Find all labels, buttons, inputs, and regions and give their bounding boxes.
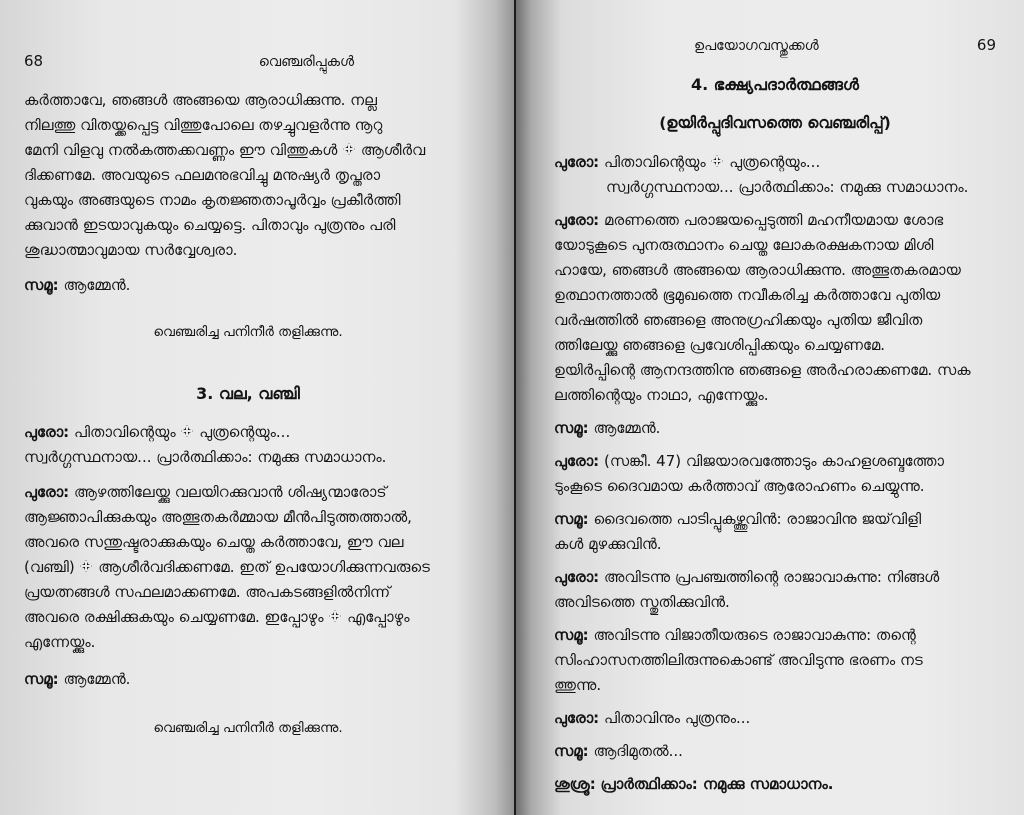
response-amen [24,273,472,298]
response-text: പിതാവിനും പുത്രനും... [603,709,751,727]
text-span: മേനി വിളവു നൽകത്തക്കവണ്ണം ഈ വിത്തുകൾ [24,141,338,159]
prayer-puro-doxology [554,706,996,731]
text-line [554,208,996,233]
text-span: ആശീർവദിക്കണമേ. ഇത് ഉപയോഗിക്കുന്നവരുടെ [98,558,430,576]
text-line: ശുദ്ധാത്മാവുമായ സർവ്വേശ്വരാ. [24,241,238,259]
text-line: ത്തിലേയ്ക്കു ഞങ്ങളെ പ്രവേശിപ്പിക്കയും ചെയ്യണമേ. [554,336,886,354]
text-line: കർത്താവേ, ഞങ്ങൾ അങ്ങയെ ആരാധിക്കുന്നു. നല്ല [24,91,377,109]
text-line [554,623,996,648]
text-span: അവിടന്നു വിജാതീയരുടെ രാജാവാകുന്നു: തന്റെ [593,626,916,644]
section-title: 3. വല, വഞ്ചി [196,384,300,403]
intro-paragraph [24,88,472,263]
text-span: (സങ്കീ. 47) വിജയാരവത്തോടും കാഹളശബ്ദത്തോ [603,452,945,470]
speaker-label: സമൂ: [554,419,589,437]
text-line [24,480,472,505]
prayer-puro-blessing [24,480,472,655]
text-span: പിതാവിന്റെയും [603,153,706,171]
cross-icon [342,142,356,156]
text-line: ഉത്ഥാനത്താൽ ഭൂമുഖത്തെ നവീകരിച്ച കർത്താവേ പുതിയ [554,286,941,304]
section-subtitle: (ഉയിർപ്പുദിവസത്തെ വെഞ്ചരിപ്പ്) [659,114,891,132]
running-head: വെഞ്ചരിപ്പുകൾ [258,54,354,70]
cross-icon [180,424,194,438]
text-line [24,605,472,630]
text-line: സ്വർഗ്ഗസ്ഥനായ... പ്രാർത്ഥിക്കാം: നമുക്കു സമാധാനം. [24,448,387,466]
text-line: കൾ മുഴക്കുവിൻ. [554,535,662,553]
text-line: വുകയും അങ്ങയുടെ നാമം കൃതജ്ഞതാപൂർവ്വം പ്രകീർത്തി [24,191,401,209]
cross-icon [79,559,93,573]
text-span: പിതാവിന്റെയും [73,423,176,441]
text-line: ഉയിർപ്പിന്റെ ആനന്ദത്തിനു ഞങ്ങളെ അർഹരാക്കണമേ. സക [554,361,971,379]
text-span: മരണത്തെ പരാജയപ്പെടുത്തി മഹനീയമായ ശോഭ [603,211,944,229]
prayer-puro-psalm [554,449,996,499]
speaker-label: പുരോ: [554,568,600,586]
prayer-puro-intro [554,150,996,200]
response-text: ആമ്മേൻ. [593,419,661,437]
speaker-label: പുരോ: [554,211,600,229]
text-line: ആജ്ഞാപിക്കുകയും അത്ഭുതകർമ്മായ മീൻപിടുത്തത്താൽ, [24,508,412,526]
text-line [554,449,996,474]
speaker-label: സമൂ: [554,742,589,760]
speaker-label: ശുശ്രൂ: [554,775,596,793]
text-line: എന്നേയ്ക്കും. [24,633,96,651]
text-line: ക്കുവാൻ ഇടയാവുകയും ചെയ്യട്ടെ. പിതാവും പുത്രനും പരി [24,216,396,234]
rubric: വെഞ്ചരിച്ച പനിനീർ തളിക്കുന്നു. [153,324,343,340]
text-span: പുത്രന്റെയും... [199,423,291,441]
speaker-label: സമൂ: [24,276,59,294]
text-span: ആശീർവ [360,141,426,159]
text-line: സിംഹാസനത്തിലിരുന്നുകൊണ്ട് അവിടുന്നു ഭരണം നട [554,651,923,669]
rubric: വെഞ്ചരിച്ച പനിനീർ തളിക്കുന്നു. [153,720,343,736]
section-title: 4. ഭക്ഷ്യപദാർത്ഥങ്ങൾ [691,75,859,94]
prayer-puro-king [554,565,996,615]
page-number: 69 [976,36,996,54]
text-line [554,150,996,175]
speaker-label: സമൂ: [554,626,589,644]
left-page-header [24,52,472,70]
response-text: ആദിമുതൽ... [593,742,683,760]
cross-icon [328,609,342,623]
text-line: ദിക്കണമേ. അവയുടെ ഫലമനുഭവിച്ചു മനുഷ്യർ തൃപ്തരാ [24,166,381,184]
speaker-label: സമൂ: [554,510,589,528]
text-span: അവിടന്നു പ്രപഞ്ചത്തിന്റെ രാജാവാകുന്നു: നിങ്ങൾ [603,568,940,586]
text-line: അവിടത്തെ സ്തുതിക്കുവിൻ. [554,593,730,611]
running-head: ഉപയോഗവസ്തുക്കൾ [694,38,819,54]
speaker-label: പുരോ: [554,452,600,470]
page-number: 68 [24,52,44,70]
text-span: ദൈവത്തെ പാടിപ്പുകഴ്ത്തുവിൻ: രാജാവിനു ജയ്‌വിളി [593,510,922,528]
text-line [24,138,472,163]
text-line: ഹായേ, ഞങ്ങൾ അങ്ങയെ ആരാധിക്കുന്നു. അത്ഭുതകരമായ [554,261,961,279]
speaker-label: പുരോ: [554,153,600,171]
text-line: യോടുകൂടെ പുനരുത്ഥാനം ചെയ്ത ലോകരക്ഷകനായ മിശി [554,236,934,254]
prayer-puro-resurrection [554,208,996,408]
response-samu [554,739,996,764]
text-span: പുത്രന്റെയും... [729,153,821,171]
text-span: എപ്പോഴും [347,608,410,626]
text-line: അവരെ സന്തുഷ്ടരാക്കുകയും ചെയ്ത കർത്താവേ, ഈ വല [24,533,404,551]
text-line: സ്വർഗ്ഗസ്ഥനായ... പ്രാർത്ഥിക്കാം: നമുക്കു സമാധാനം. [606,178,969,196]
text-line: ത്തുന്നു. [554,676,602,694]
response-text: പ്രാർത്ഥിക്കാം: നമുക്കു സമാധാനം. [600,775,834,793]
response-samu [554,507,996,557]
text-line: ടുംകൂടെ ദൈവമായ കർത്താവ് ആരോഹണം ചെയ്യുന്നു. [554,477,925,495]
deacon-line [554,772,996,797]
cross-icon [710,154,724,168]
right-page-header [554,36,996,54]
text-span: അവരെ രക്ഷിക്കുകയും ചെയ്യണമേ. ഇപ്പോഴും [24,608,324,626]
speaker-label: പുരോ: [24,423,70,441]
text-line [554,565,996,590]
right-page [516,0,1024,815]
text-line: പ്രയത്നങ്ങൾ സഫലമാക്കണമേ. അപകടങ്ങളിൽനിന്ന് [24,583,391,601]
text-line [24,555,472,580]
text-line: നിലത്തു വിതയ്ക്കപ്പെട്ട വിത്തുപോലെ തഴച്ചുവളർന്നു നൂറു [24,116,383,134]
text-line [554,507,996,532]
response-amen [554,416,996,441]
speaker-label: സമൂ: [24,670,59,688]
text-line: ലത്തിന്റെയും നാഥാ, എന്നേയ്ക്കും. [554,386,769,404]
text-line: വർഷത്തിൽ ഞങ്ങളെ അനുഗ്രഹിക്കയും പുതിയ ജീവിത [554,311,923,329]
text-span: ആഴത്തിലേയ്ക്കു വലയിറക്കുവാൻ ശിഷ്യന്മാരോട് [73,483,387,501]
response-samu [554,623,996,698]
speaker-label: പുരോ: [24,483,70,501]
response-text: ആമ്മേൻ. [63,670,131,688]
response-text: ആമ്മേൻ. [63,276,131,294]
text-line [24,420,472,445]
response-amen [24,667,472,692]
speaker-label: പുരോ: [554,709,600,727]
text-span: (വഞ്ചി) [24,558,75,576]
prayer-puro-intro [24,420,472,470]
